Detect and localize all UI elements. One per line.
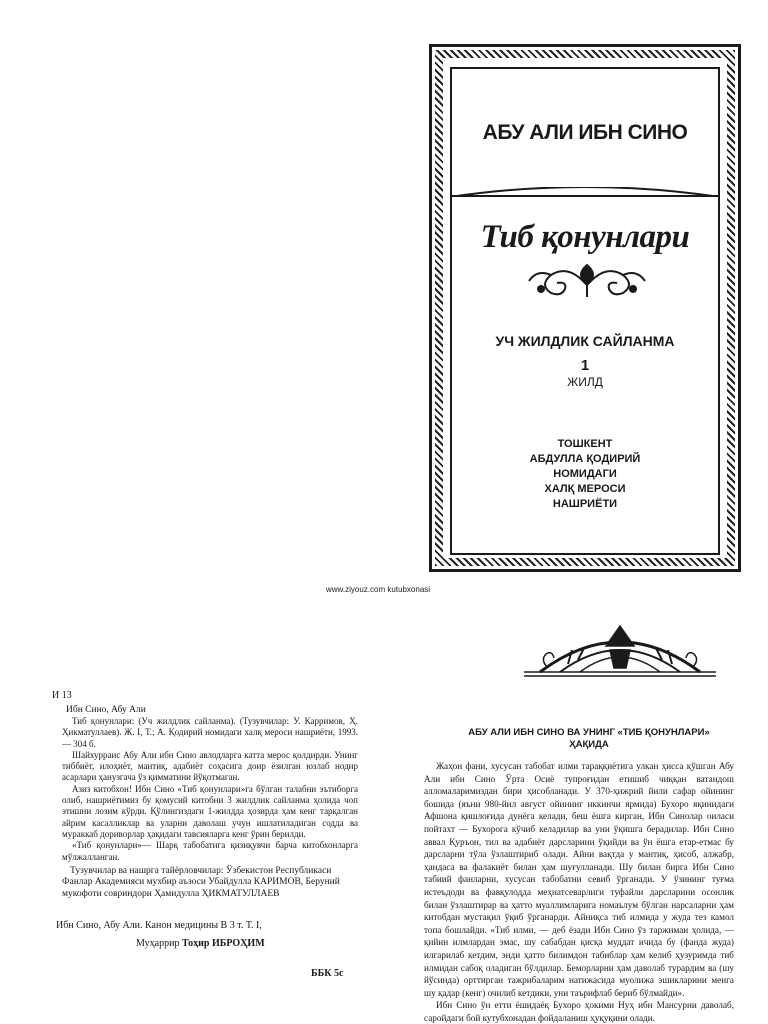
catalog-heading: Ибн Сино, Абу Али [66,705,146,715]
publisher-line: АБДУЛЛА ҚОДИРИЙ [529,453,641,465]
catalog-record [62,716,358,863]
editor-name: Тоҳир ИБРОҲИМ [181,938,265,949]
catalog-paragraph: «Тиб қонунлари»— Шарқ табобатига қизиқувчи барча китобхонларга мўлжалланган. [62,840,358,862]
publisher-line: НОМИДАГИ [553,468,617,480]
cover-volume-number: 1 [580,357,590,374]
book-cover [429,44,741,572]
cover-title-frame [450,195,720,555]
publisher-line: НАШРИЁТИ [552,498,618,510]
cover-series: УЧ ЖИЛДЛИК САЙЛАНМА [495,333,675,349]
publisher-line: ХАЛҚ МЕРОСИ [544,483,626,495]
arabesque-ornament-icon [527,261,647,301]
editor-label: Муҳаррир [136,938,180,949]
article-paragraph: Жаҳон фани, хусусан табобат илми тараққиётига улкан ҳисса қўшган Абу Али ибн Сино Ўрта Осиё тупроғидан етишиб чиққан ватандош алломаларимиздан бири ҳисобланади. У 370-ҳижрий йили сафар ойининг бошида (яъни 980-йил август ойининг иккинчи ярмида) Бухоро яқинидаги Афшона қишлоғида дунёга келади, беш ёшга кирган, Ибн Синолар оиласи пойтахт — Бухорога кўчиб келадилар ва уни ўқишга берадилар. Ибн Сино аввал Қуръон, тил ва адабиёт дарсларини ўқийди ва ўн ёшга етар-етмас бу дарсларни тўла ўзлаштириб олади. Айни вақтда у мантиқ, ҳисоб, алжабр, ҳандаса ва фалакиёт билан ҳам шуғулланади. Шу билан бирга Ибн Сино табиий фанларни, хусусан табобатни севиб ўрганади. У ўзининг туғма истеъдоди ва фавқулодда меҳнатсеварлиги туфайли дарсларини осонлик билан ўзлаштирар ва ҳатто муаллимларига номаълум бўлган нарсаларни ҳам китобдан мустақил ўқиб ўрганарди. Айниқса тиб илмида у жуда тез камол топа бошлайди. «Тиб илми, — деб ёзади Ибн Сино ўз таржимаи ҳолида, — қийин илмлардан эмас, шу сабабдан қисқа муддат ичида бу (фанда жуда) илгарилаб кетдим, энди ҳатто билимдон табиблар ҳам келиб ҳузуримда тиб илмидан сабоқ оладиган бўлдилар. Беморларни ҳам даволаб турардим ва (шу йўсинда) орттирган тажрибаларим натижасида муолижа эшикларини менга шу қадар (кенг) очилиб кетдики, уни таърифлаб бериб бўлмайди». [424,761,734,998]
cover-publisher [452,437,718,512]
editor-credit [136,938,265,949]
watermark: www.ziyouz.com kutubxonasi [326,585,431,594]
catalog-paragraph: Азиз китобхон! Ибн Сино «Тиб қонунлари»га бўлган талабни эътиборга олиб, нашриётимиз бу қомусий китобни 3 жилдлик сайланма ҳолида чоп этишни лозим кўрди. Қўлингиздаги 1-жилдда ҳозирда ҳам кенг тарқалган айрим касалликлар ва уларни даволаш учун ишлатиладиган содда ва мураккаб дориворлар ҳақидаги тавсияларга кенг ўрин берилди. [62,783,358,839]
mosque-arch-ornament-icon [520,620,720,680]
article-paragraph: Ибн Сино ўн етти ёшидаёқ Бухоро ҳокими Нуҳ ибн Мансурни даволаб, саройдаги бой кутубхонадан фойдаланиш ҳуқуқини олади. [424,1000,734,1023]
index-code: И 13 [52,690,72,701]
original-title: Ибн Сино, Абу Али. Канон медицины В 3 т. Т. I, [56,920,262,931]
article-body [424,760,734,1024]
article-title-line: АБУ АЛИ ИБН СИНО ВА УНИНГ «ТИБ ҚОНУНЛАРИ» [468,727,710,738]
catalog-paragraph: Шайхурраис Абу Али ибн Сино авлодларга катта мерос қолдирди. Унинг тиббиёт, илоҳиёт, мантиқ, адабиёт соҳасига доир ёзилган юзлаб нодир асарлари ҳанузгача ўз қимматини йўқотмаган. [62,749,358,783]
bbk-code: ББК 5с [311,968,344,979]
compilers-note: Тузувчилар ва нашрга тайёрловчилар: Ўзбекистон Республикаси Фанлар Академияси мухбир аъзоси Убайдулла КАРИМОВ, Беруний мукофоти совриндори Ҳамидулла ҲИКМАТУЛЛАЕВ [62,866,340,899]
cover-title: Тиб қонунлари [480,219,690,255]
article-title [430,727,748,751]
cover-author: АБУ АЛИ ИБН СИНО [482,121,688,144]
catalog-paragraph: Тиб қонунлари: (Уч жилдлик сайланма). (Тузувчилар: У. Карримов, Ҳ. Ҳикматуллаев). Ж. I, Т.; А. Қодирий номидаги халқ мероси нашриёти, 1993.— 304 б. [62,716,358,749]
cover-volume-word: ЖИЛД [567,375,603,389]
article-title-line: ҲАҚИДА [569,739,609,750]
publisher-line: ТОШКЕНТ [557,438,613,450]
